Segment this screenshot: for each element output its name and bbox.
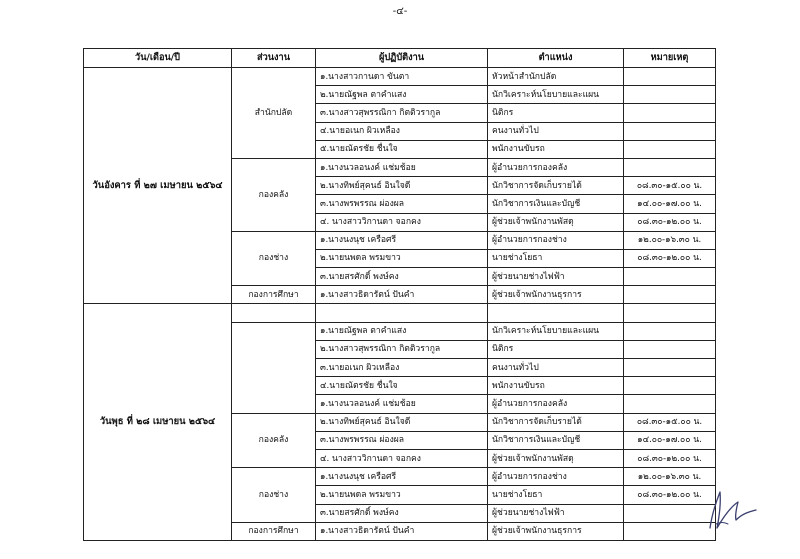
staff-cell: ๒.นางทิพย์สุคนธ์ อินใจดี xyxy=(316,413,488,431)
header-division: ส่วนงาน xyxy=(232,49,316,68)
note-cell xyxy=(624,286,716,304)
note-cell: ๑๒.๐๐-๑๖.๓๐ น. xyxy=(624,468,716,486)
header-position: ตำแหน่ง xyxy=(488,49,624,68)
staff-cell: ๒.นางทิพย์สุคนธ์ อินใจดี xyxy=(316,177,488,195)
header-staff: ผู้ปฏิบัติงาน xyxy=(316,49,488,68)
note-cell xyxy=(624,122,716,140)
note-cell xyxy=(624,322,716,340)
staff-cell: ๒.นายณัฐพล ตาคำแสง xyxy=(316,86,488,104)
note-cell: ๐๘.๓๐-๑๒.๐๐ น. xyxy=(624,249,716,267)
division-cell: กองคลัง xyxy=(232,413,316,468)
position-cell: นิติกร xyxy=(488,340,624,358)
position-cell: นักวิเคราะห์นโยบายและแผน xyxy=(488,86,624,104)
position-cell: นักวิเคราะห์นโยบายและแผน xyxy=(488,322,624,340)
staff-cell: ๔. นางสาววิกานดา จอกคง xyxy=(316,213,488,231)
position-cell: นักวิชาการจัดเก็บรายได้ xyxy=(488,177,624,195)
staff-cell: ๔.นายอเนก ผิวเหลือง xyxy=(316,122,488,140)
note-cell xyxy=(624,377,716,395)
staff-cell: ๔. นางสาววิกานดา จอกคง xyxy=(316,449,488,467)
staff-cell: ๒.นางสาวสุพรรณิกา กิตติวรากูล xyxy=(316,340,488,358)
position-cell: คนงานทั่วไป xyxy=(488,359,624,377)
note-cell xyxy=(624,359,716,377)
staff-cell: ๓.นายสรศักดิ์ พงษ์คง xyxy=(316,268,488,286)
spacer-row xyxy=(84,304,716,322)
position-cell: ผู้ช่วยเจ้าพนักงานธุรการ xyxy=(488,522,624,540)
table-row xyxy=(84,68,716,86)
division-cell: กองช่าง xyxy=(232,231,316,286)
note-cell: ๐๘.๓๐-๑๒.๐๐ น. xyxy=(624,449,716,467)
position-cell: นายช่างโยธา xyxy=(488,486,624,504)
note-cell xyxy=(624,68,716,86)
staff-cell: ๒.นายนพดล พรมขาว xyxy=(316,249,488,267)
empty-cell xyxy=(232,304,316,322)
day-date-cell: วันอังคาร ที่ ๒๗ เมษายน ๒๕๖๔ xyxy=(84,68,232,304)
empty-cell xyxy=(316,304,488,322)
position-cell: ผู้ช่วยนายช่างไฟฟ้า xyxy=(488,268,624,286)
staff-cell: ๑.นายณัฐพล ตาคำแสง xyxy=(316,322,488,340)
header-row xyxy=(84,49,716,68)
staff-cell: ๑.นางนงนุช เครือศรี xyxy=(316,231,488,249)
position-cell: ผู้ช่วยเจ้าพนักงานพัสดุ xyxy=(488,213,624,231)
division-cell: กองช่าง xyxy=(232,468,316,523)
header-note: หมายเหตุ xyxy=(624,49,716,68)
division-cell: กองการศึกษา xyxy=(232,522,316,540)
staff-cell: ๔.นายณัตรชัย ชื่นใจ xyxy=(316,377,488,395)
staff-cell: ๑.นางสาวธิดารัตน์ ปันคำ xyxy=(316,286,488,304)
position-cell: นายช่างโยธา xyxy=(488,249,624,267)
division-cell: สำนักปลัด xyxy=(232,68,316,159)
position-cell: ผู้ช่วยเจ้าพนักงานธุรการ xyxy=(488,286,624,304)
staff-cell: ๑.นางนวลอนงค์ แช่มช้อย xyxy=(316,158,488,176)
staff-cell: ๒.นายนพดล พรมขาว xyxy=(316,486,488,504)
handwritten-signature xyxy=(702,484,762,534)
position-cell: ผู้อำนวยการกองคลัง xyxy=(488,158,624,176)
position-cell: หัวหน้าสำนักปลัด xyxy=(488,68,624,86)
note-cell: ๑๔.๐๐-๑๗.๐๐ น. xyxy=(624,431,716,449)
position-cell: คนงานทั่วไป xyxy=(488,122,624,140)
position-cell: ผู้อำนวยการกองช่าง xyxy=(488,468,624,486)
position-cell: พนักงานขับรถ xyxy=(488,377,624,395)
header-date: วัน/เดือน/ปี xyxy=(84,49,232,68)
position-cell: พนักงานขับรถ xyxy=(488,140,624,158)
day-date-cell: วันพุธ ที่ ๒๘ เมษายน ๒๕๖๔ xyxy=(84,304,232,540)
note-cell xyxy=(624,340,716,358)
note-cell xyxy=(624,86,716,104)
staff-cell: ๑.นางนวลอนงค์ แช่มช้อย xyxy=(316,395,488,413)
staff-cell: ๑.นางสาวธิดารัตน์ ปันคำ xyxy=(316,522,488,540)
staff-cell: ๓.นางสาวสุพรรณิกา กิตติวรากูล xyxy=(316,104,488,122)
note-cell xyxy=(624,158,716,176)
staff-cell: ๑.นางสาวกานดา ขันตา xyxy=(316,68,488,86)
position-cell: นิติกร xyxy=(488,104,624,122)
schedule-body xyxy=(84,68,716,541)
note-cell xyxy=(624,104,716,122)
position-cell: ผู้ช่วยนายช่างไฟฟ้า xyxy=(488,504,624,522)
staff-cell: ๓.นางพรพรรณ ผ่องผล xyxy=(316,195,488,213)
work-schedule-table xyxy=(83,48,716,541)
staff-cell: ๕.นายณัตรชัย ชื่นใจ xyxy=(316,140,488,158)
position-cell: นักวิชาการเงินและบัญชี xyxy=(488,431,624,449)
position-cell: นักวิชาการเงินและบัญชี xyxy=(488,195,624,213)
position-cell: ผู้ช่วยเจ้าพนักงานพัสดุ xyxy=(488,449,624,467)
note-cell xyxy=(624,140,716,158)
division-cell: กองการศึกษา xyxy=(232,286,316,304)
note-cell xyxy=(624,395,716,413)
note-cell: ๐๘.๓๐-๑๕.๐๐ น. xyxy=(624,413,716,431)
staff-cell: ๓.นางพรพรรณ ผ่องผล xyxy=(316,431,488,449)
empty-cell xyxy=(488,304,624,322)
division-cell: กองคลัง xyxy=(232,158,316,231)
note-cell: ๐๘.๓๐-๑๒.๐๐ น. xyxy=(624,486,716,504)
note-cell xyxy=(624,268,716,286)
staff-cell: ๓.นายอเนก ผิวเหลือง xyxy=(316,359,488,377)
empty-cell xyxy=(624,304,716,322)
position-cell: นักวิชาการจัดเก็บรายได้ xyxy=(488,413,624,431)
division-cell xyxy=(232,322,316,413)
note-cell: ๐๘.๓๐-๑๒.๐๐ น. xyxy=(624,213,716,231)
note-cell: ๑๒.๐๐-๑๖.๓๐ น. xyxy=(624,231,716,249)
position-cell: ผู้อำนวยการกองช่าง xyxy=(488,231,624,249)
staff-cell: ๑.นางนงนุช เครือศรี xyxy=(316,468,488,486)
position-cell: ผู้อำนวยการกองคลัง xyxy=(488,395,624,413)
page-number: -๔- xyxy=(392,6,408,17)
note-cell: ๐๘.๓๐-๑๕.๐๐ น. xyxy=(624,177,716,195)
staff-cell: ๓.นายสรศักดิ์ พงษ์คง xyxy=(316,504,488,522)
note-cell: ๑๔.๐๐-๑๗.๐๐ น. xyxy=(624,195,716,213)
